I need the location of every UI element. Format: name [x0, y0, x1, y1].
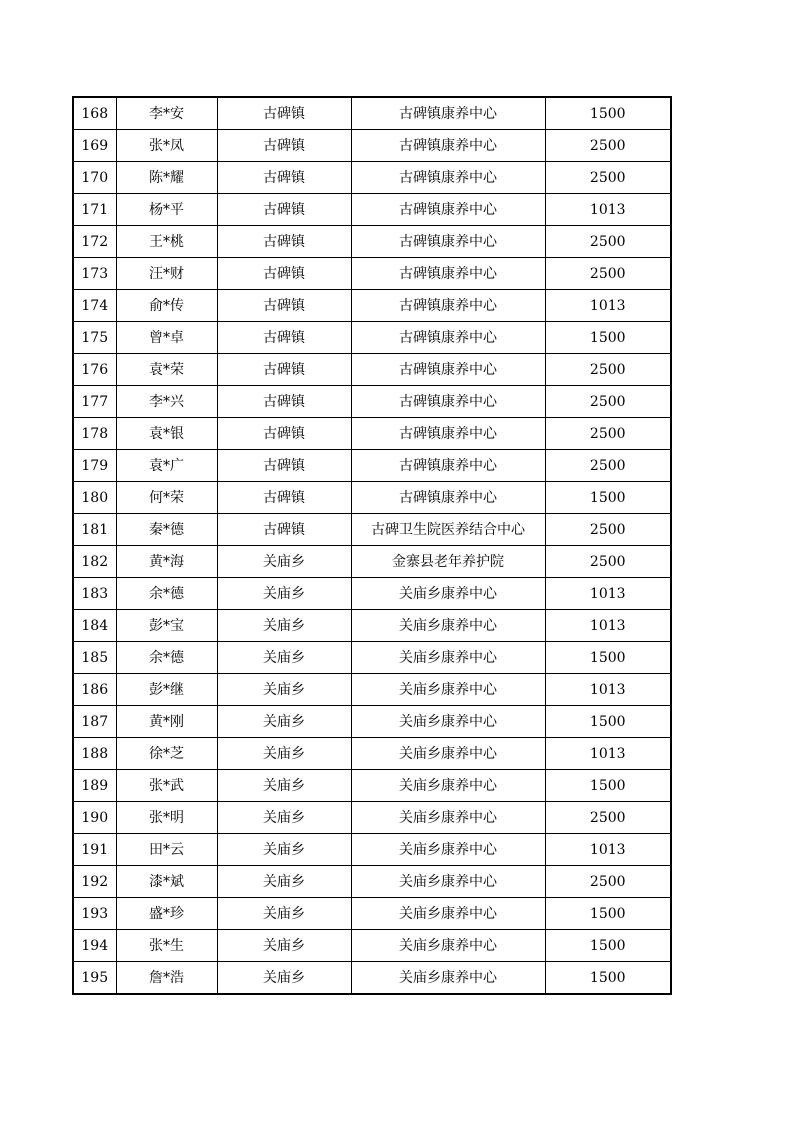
row-number-cell: 192 — [73, 866, 116, 898]
name-cell: 盛*珍 — [116, 898, 217, 930]
institution-cell: 关庙乡康养中心 — [351, 930, 545, 962]
institution-cell: 古碑镇康养中心 — [351, 322, 545, 354]
name-cell: 黄*刚 — [116, 706, 217, 738]
name-cell: 张*武 — [116, 770, 217, 802]
township-cell: 古碑镇 — [217, 482, 351, 514]
table-row — [73, 418, 671, 450]
institution-cell: 关庙乡康养中心 — [351, 898, 545, 930]
township-cell: 关庙乡 — [217, 738, 351, 770]
row-number-cell: 184 — [73, 610, 116, 642]
name-cell: 李*安 — [116, 97, 217, 130]
name-cell: 何*荣 — [116, 482, 217, 514]
township-cell: 古碑镇 — [217, 322, 351, 354]
name-cell: 袁*广 — [116, 450, 217, 482]
township-cell: 古碑镇 — [217, 258, 351, 290]
institution-cell: 古碑镇康养中心 — [351, 162, 545, 194]
table-row — [73, 386, 671, 418]
name-cell: 黄*海 — [116, 546, 217, 578]
amount-cell: 1500 — [545, 898, 671, 930]
institution-cell: 古碑镇康养中心 — [351, 354, 545, 386]
institution-cell: 古碑镇康养中心 — [351, 386, 545, 418]
institution-cell: 古碑镇康养中心 — [351, 194, 545, 226]
amount-cell: 2500 — [545, 130, 671, 162]
name-cell: 漆*斌 — [116, 866, 217, 898]
row-number-cell: 187 — [73, 706, 116, 738]
township-cell: 古碑镇 — [217, 418, 351, 450]
table-row — [73, 706, 671, 738]
name-cell: 田*云 — [116, 834, 217, 866]
row-number-cell: 190 — [73, 802, 116, 834]
institution-cell: 古碑镇康养中心 — [351, 226, 545, 258]
amount-cell: 2500 — [545, 514, 671, 546]
name-cell: 张*生 — [116, 930, 217, 962]
table-row — [73, 866, 671, 898]
township-cell: 古碑镇 — [217, 130, 351, 162]
amount-cell: 2500 — [545, 546, 671, 578]
row-number-cell: 183 — [73, 578, 116, 610]
institution-cell: 古碑镇康养中心 — [351, 130, 545, 162]
amount-cell: 1013 — [545, 578, 671, 610]
name-cell: 张*明 — [116, 802, 217, 834]
amount-cell: 2500 — [545, 226, 671, 258]
township-cell: 关庙乡 — [217, 578, 351, 610]
amount-cell: 1013 — [545, 610, 671, 642]
name-cell: 彭*宝 — [116, 610, 217, 642]
row-number-cell: 175 — [73, 322, 116, 354]
township-cell: 关庙乡 — [217, 706, 351, 738]
table-row — [73, 546, 671, 578]
row-number-cell: 170 — [73, 162, 116, 194]
table-row — [73, 610, 671, 642]
amount-cell: 1013 — [545, 674, 671, 706]
name-cell: 袁*荣 — [116, 354, 217, 386]
institution-cell: 金寨县老年养护院 — [351, 546, 545, 578]
table-row — [73, 642, 671, 674]
institution-cell: 关庙乡康养中心 — [351, 610, 545, 642]
table-row — [73, 226, 671, 258]
township-cell: 古碑镇 — [217, 97, 351, 130]
row-number-cell: 188 — [73, 738, 116, 770]
table-row — [73, 450, 671, 482]
name-cell: 秦*德 — [116, 514, 217, 546]
amount-cell: 2500 — [545, 450, 671, 482]
roster-table — [72, 96, 672, 995]
table-row — [73, 354, 671, 386]
amount-cell: 1013 — [545, 738, 671, 770]
row-number-cell: 182 — [73, 546, 116, 578]
amount-cell: 1500 — [545, 962, 671, 995]
row-number-cell: 169 — [73, 130, 116, 162]
table-row — [73, 930, 671, 962]
institution-cell: 关庙乡康养中心 — [351, 834, 545, 866]
row-number-cell: 177 — [73, 386, 116, 418]
table-row — [73, 962, 671, 995]
name-cell: 俞*传 — [116, 290, 217, 322]
row-number-cell: 194 — [73, 930, 116, 962]
table-row — [73, 898, 671, 930]
amount-cell: 1500 — [545, 706, 671, 738]
township-cell: 关庙乡 — [217, 898, 351, 930]
amount-cell: 1500 — [545, 642, 671, 674]
institution-cell: 关庙乡康养中心 — [351, 642, 545, 674]
name-cell: 余*德 — [116, 642, 217, 674]
township-cell: 关庙乡 — [217, 802, 351, 834]
row-number-cell: 171 — [73, 194, 116, 226]
table-row — [73, 802, 671, 834]
row-number-cell: 178 — [73, 418, 116, 450]
institution-cell: 关庙乡康养中心 — [351, 866, 545, 898]
table-row — [73, 162, 671, 194]
table-row — [73, 674, 671, 706]
row-number-cell: 176 — [73, 354, 116, 386]
name-cell: 杨*平 — [116, 194, 217, 226]
institution-cell: 关庙乡康养中心 — [351, 738, 545, 770]
institution-cell: 古碑卫生院医养结合中心 — [351, 514, 545, 546]
row-number-cell: 195 — [73, 962, 116, 995]
name-cell: 李*兴 — [116, 386, 217, 418]
row-number-cell: 173 — [73, 258, 116, 290]
name-cell: 汪*财 — [116, 258, 217, 290]
township-cell: 古碑镇 — [217, 386, 351, 418]
institution-cell: 古碑镇康养中心 — [351, 418, 545, 450]
township-cell: 关庙乡 — [217, 866, 351, 898]
table-row — [73, 258, 671, 290]
name-cell: 王*桃 — [116, 226, 217, 258]
township-cell: 古碑镇 — [217, 450, 351, 482]
township-cell: 关庙乡 — [217, 962, 351, 995]
table-row — [73, 290, 671, 322]
township-cell: 关庙乡 — [217, 930, 351, 962]
institution-cell: 古碑镇康养中心 — [351, 97, 545, 130]
institution-cell: 古碑镇康养中心 — [351, 258, 545, 290]
township-cell: 古碑镇 — [217, 290, 351, 322]
name-cell: 詹*浩 — [116, 962, 217, 995]
amount-cell: 2500 — [545, 258, 671, 290]
row-number-cell: 180 — [73, 482, 116, 514]
institution-cell: 古碑镇康养中心 — [351, 482, 545, 514]
township-cell: 关庙乡 — [217, 834, 351, 866]
table-row — [73, 130, 671, 162]
row-number-cell: 168 — [73, 97, 116, 130]
table-row — [73, 834, 671, 866]
amount-cell: 2500 — [545, 866, 671, 898]
amount-cell: 1500 — [545, 930, 671, 962]
row-number-cell: 193 — [73, 898, 116, 930]
institution-cell: 关庙乡康养中心 — [351, 770, 545, 802]
amount-cell: 2500 — [545, 418, 671, 450]
institution-cell: 古碑镇康养中心 — [351, 290, 545, 322]
name-cell: 彭*继 — [116, 674, 217, 706]
township-cell: 关庙乡 — [217, 674, 351, 706]
amount-cell: 1013 — [545, 194, 671, 226]
township-cell: 关庙乡 — [217, 610, 351, 642]
table-row — [73, 770, 671, 802]
name-cell: 徐*芝 — [116, 738, 217, 770]
row-number-cell: 181 — [73, 514, 116, 546]
row-number-cell: 191 — [73, 834, 116, 866]
amount-cell: 1500 — [545, 482, 671, 514]
township-cell: 古碑镇 — [217, 514, 351, 546]
name-cell: 曾*卓 — [116, 322, 217, 354]
amount-cell: 1500 — [545, 770, 671, 802]
amount-cell: 1013 — [545, 290, 671, 322]
institution-cell: 关庙乡康养中心 — [351, 674, 545, 706]
township-cell: 古碑镇 — [217, 162, 351, 194]
institution-cell: 关庙乡康养中心 — [351, 802, 545, 834]
name-cell: 余*德 — [116, 578, 217, 610]
institution-cell: 古碑镇康养中心 — [351, 450, 545, 482]
row-number-cell: 186 — [73, 674, 116, 706]
institution-cell: 关庙乡康养中心 — [351, 578, 545, 610]
name-cell: 袁*银 — [116, 418, 217, 450]
amount-cell: 2500 — [545, 386, 671, 418]
institution-cell: 关庙乡康养中心 — [351, 706, 545, 738]
amount-cell: 2500 — [545, 802, 671, 834]
row-number-cell: 185 — [73, 642, 116, 674]
amount-cell: 1013 — [545, 834, 671, 866]
township-cell: 关庙乡 — [217, 546, 351, 578]
row-number-cell: 189 — [73, 770, 116, 802]
table-row — [73, 482, 671, 514]
row-number-cell: 172 — [73, 226, 116, 258]
name-cell: 陈*耀 — [116, 162, 217, 194]
table-row — [73, 514, 671, 546]
table-row — [73, 578, 671, 610]
amount-cell: 2500 — [545, 162, 671, 194]
amount-cell: 2500 — [545, 354, 671, 386]
name-cell: 张*凤 — [116, 130, 217, 162]
township-cell: 古碑镇 — [217, 226, 351, 258]
table-row — [73, 97, 671, 130]
amount-cell: 1500 — [545, 322, 671, 354]
township-cell: 关庙乡 — [217, 770, 351, 802]
township-cell: 关庙乡 — [217, 642, 351, 674]
amount-cell: 1500 — [545, 97, 671, 130]
table-row — [73, 322, 671, 354]
table-row — [73, 738, 671, 770]
row-number-cell: 174 — [73, 290, 116, 322]
institution-cell: 关庙乡康养中心 — [351, 962, 545, 995]
table-row — [73, 194, 671, 226]
township-cell: 古碑镇 — [217, 194, 351, 226]
row-number-cell: 179 — [73, 450, 116, 482]
roster-table-body — [73, 97, 671, 994]
township-cell: 古碑镇 — [217, 354, 351, 386]
